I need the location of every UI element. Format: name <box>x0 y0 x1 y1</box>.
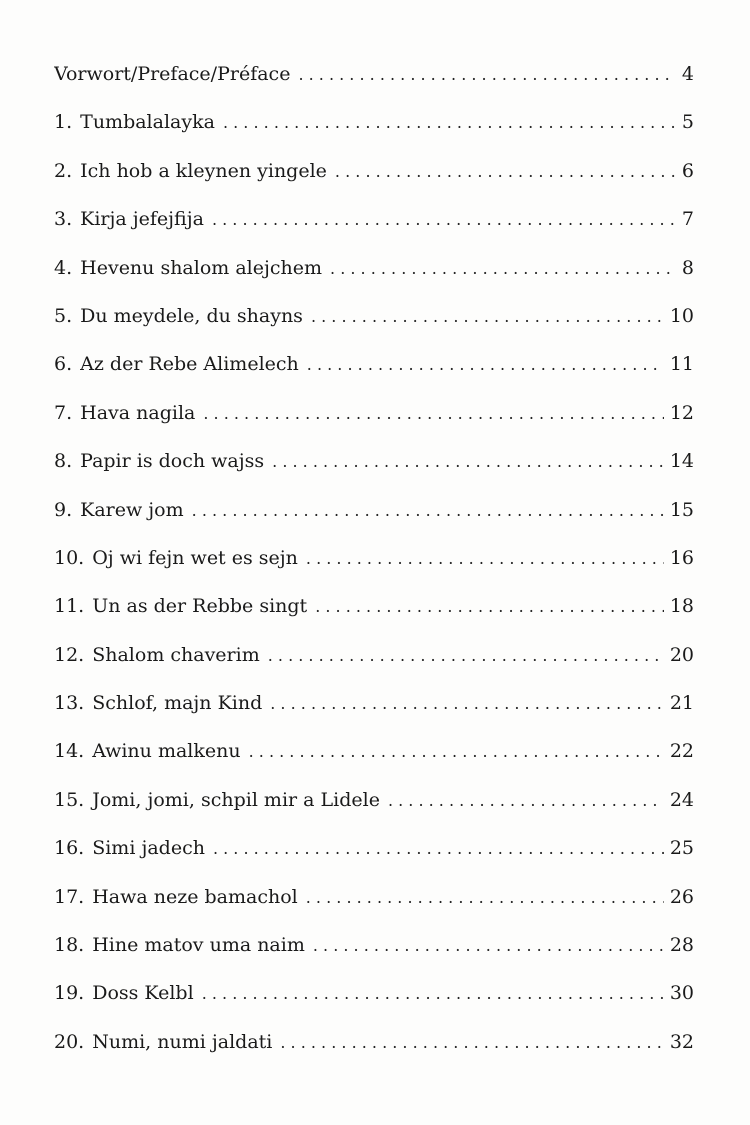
toc-entry-page: 4 <box>681 63 694 85</box>
toc-entry-title: Shalom chaverim <box>92 643 260 666</box>
toc-entry-title: Un as der Rebbe singt <box>92 595 308 618</box>
dot-leader <box>270 694 664 713</box>
dot-leader <box>315 597 664 616</box>
toc-entry-page: 8 <box>681 256 694 279</box>
toc-entry[interactable] <box>54 595 694 643</box>
toc-entry-title: Awinu malkenu <box>92 740 241 763</box>
toc-entry[interactable] <box>54 305 694 353</box>
dot-leader <box>212 210 676 229</box>
toc-entry-number: 17. <box>54 885 85 908</box>
toc-entry-page: 10 <box>669 304 694 327</box>
toc-entry-title: Jomi, jomi, schpil mir a Lidele <box>92 788 380 811</box>
toc-entry[interactable] <box>54 1031 694 1079</box>
toc-entry-title: Hava nagila <box>80 401 196 424</box>
dot-leader <box>330 259 676 278</box>
toc-entry-page: 16 <box>669 546 694 569</box>
toc-entry-page: 7 <box>681 208 694 231</box>
toc-entry-page: 32 <box>669 1030 694 1053</box>
toc-entry-page: 5 <box>681 111 694 134</box>
toc-entry-number: 9. <box>54 498 73 521</box>
toc-entry-title: Vorwort/Preface/Préface <box>54 63 291 85</box>
toc-entry[interactable] <box>54 644 694 692</box>
dot-leader <box>249 742 664 761</box>
toc-entry-number: 10. <box>54 546 85 569</box>
toc-entry-number: 4. <box>54 256 73 279</box>
toc-entry-number: 2. <box>54 159 73 182</box>
toc-entry-number: 6. <box>54 353 73 376</box>
dot-leader <box>313 936 664 955</box>
dot-leader <box>307 355 664 374</box>
toc-entry[interactable] <box>54 740 694 788</box>
dot-leader <box>268 646 664 665</box>
toc-entry-page: 30 <box>669 982 694 1005</box>
toc-entry[interactable] <box>54 450 694 498</box>
dot-leader <box>202 984 664 1003</box>
toc-entry-title: Simi jadech <box>92 837 205 860</box>
toc-entry[interactable] <box>54 934 694 982</box>
toc-entry[interactable] <box>54 789 694 837</box>
toc-entry-title: Schlof, majn Kind <box>92 692 263 715</box>
toc-entry-preface[interactable] <box>54 63 694 111</box>
dot-leader <box>223 113 676 132</box>
toc-entry-page: 15 <box>669 498 694 521</box>
toc-entry[interactable] <box>54 353 694 401</box>
toc-entry[interactable] <box>54 160 694 208</box>
toc-entry-page: 22 <box>669 740 694 763</box>
toc-entry-title: Tumbalalayka <box>80 111 215 134</box>
toc-entry-title: Hine matov uma naim <box>92 934 305 957</box>
dot-leader <box>272 452 664 471</box>
toc-entry-number: 5. <box>54 304 73 327</box>
toc-entry-number: 3. <box>54 208 73 231</box>
toc-entry[interactable] <box>54 257 694 305</box>
toc-entry-page: 24 <box>669 788 694 811</box>
toc-entry-page: 28 <box>669 934 694 957</box>
toc-entry[interactable] <box>54 208 694 256</box>
dot-leader <box>306 549 664 568</box>
toc-entry-title: Kirja jefejfija <box>80 208 204 231</box>
toc-entry-number: 20. <box>54 1030 85 1053</box>
dot-leader <box>335 162 676 181</box>
dot-leader <box>203 404 663 423</box>
toc-entry-page: 12 <box>669 401 694 424</box>
toc-entry-title: Hawa neze bamachol <box>92 885 298 908</box>
toc-entry-title: Papir is doch wajss <box>80 450 265 473</box>
toc-entry-title: Doss Kelbl <box>92 982 194 1005</box>
toc-entry-page: 11 <box>669 353 694 376</box>
toc-entry-title: Karew jom <box>80 498 184 521</box>
toc-entry-title: Du meydele, du shayns <box>80 304 303 327</box>
toc-entry-page: 6 <box>681 159 694 182</box>
toc-entry[interactable] <box>54 499 694 547</box>
toc-entry-page: 26 <box>669 885 694 908</box>
toc-entry-title: Numi, numi jaldati <box>92 1030 273 1053</box>
toc-entry-number: 15. <box>54 788 85 811</box>
dot-leader <box>213 839 664 858</box>
toc-entry-title: Hevenu shalom alejchem <box>80 256 323 279</box>
table-of-contents <box>54 63 694 1079</box>
toc-entry-number: 16. <box>54 837 85 860</box>
toc-entry-number: 7. <box>54 401 73 424</box>
dot-leader <box>311 307 664 326</box>
dot-leader <box>388 791 664 810</box>
toc-entry[interactable] <box>54 692 694 740</box>
toc-entry-title: Az der Rebe Alimelech <box>80 353 299 376</box>
toc-entry-page: 20 <box>669 643 694 666</box>
toc-entry-number: 12. <box>54 643 85 666</box>
toc-entry-page: 14 <box>669 450 694 473</box>
toc-entry[interactable] <box>54 402 694 450</box>
toc-entry-number: 11. <box>54 595 85 618</box>
dot-leader <box>280 1033 663 1052</box>
toc-entry[interactable] <box>54 547 694 595</box>
toc-entry-number: 19. <box>54 982 85 1005</box>
toc-entry-title: Ich hob a kleynen yingele <box>80 159 327 182</box>
toc-entry-page: 18 <box>669 595 694 618</box>
toc-entry[interactable] <box>54 886 694 934</box>
toc-entry-number: 8. <box>54 450 73 473</box>
toc-entry[interactable] <box>54 982 694 1030</box>
toc-entry-number: 14. <box>54 740 85 763</box>
toc-entry-page: 21 <box>669 692 694 715</box>
toc-entry-number: 13. <box>54 692 85 715</box>
dot-leader <box>298 65 675 84</box>
toc-entry-number: 18. <box>54 934 85 957</box>
dot-leader <box>306 888 664 907</box>
toc-entry-title: Oj wi fejn wet es sejn <box>92 546 298 569</box>
toc-entry-page: 25 <box>669 837 694 860</box>
toc-entry[interactable] <box>54 111 694 159</box>
dot-leader <box>192 501 664 520</box>
toc-entry-number: 1. <box>54 111 73 134</box>
toc-entry[interactable] <box>54 837 694 885</box>
